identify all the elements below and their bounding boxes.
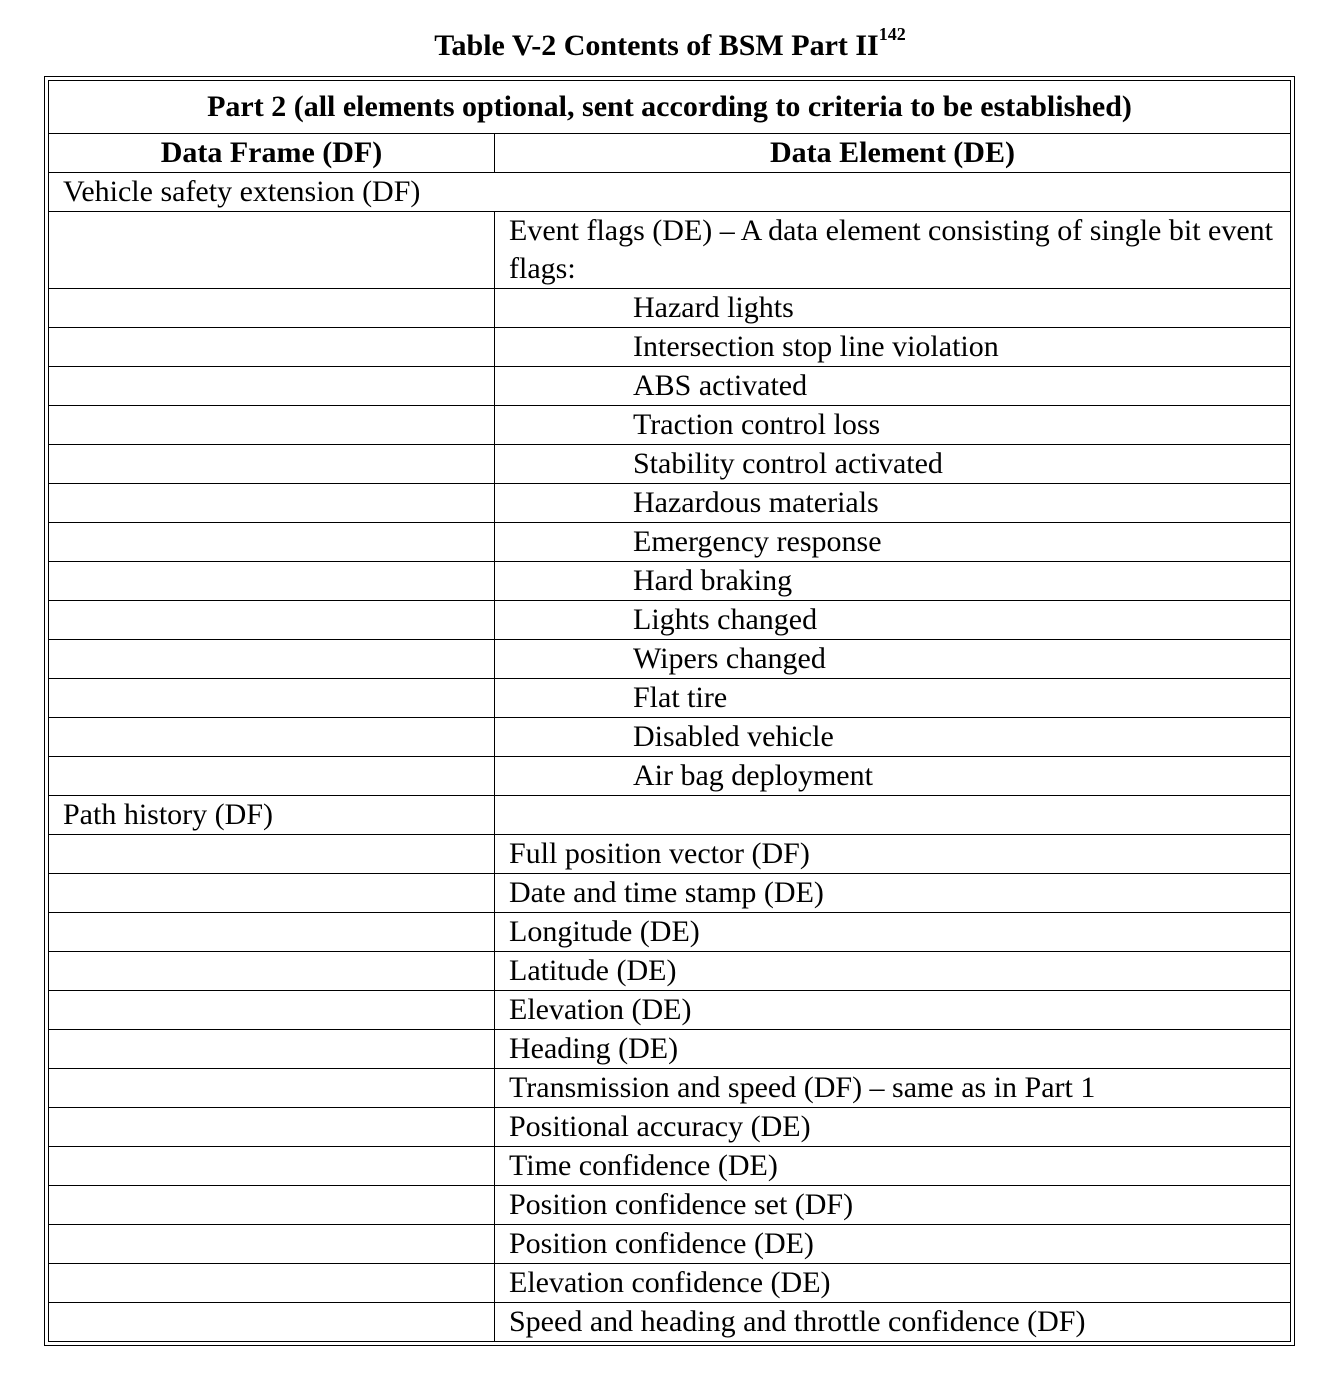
data-element-cell [495,796,1291,835]
data-element-cell: Traction control loss [495,406,1291,445]
column-header-data-element: Data Element (DE) [495,134,1291,173]
table-row [49,1147,1291,1186]
data-element-cell: Positional accuracy (DE) [495,1108,1291,1147]
data-element-cell: ABS activated [495,367,1291,406]
column-header-data-frame: Data Frame (DF) [49,134,495,173]
data-frame-cell: Vehicle safety extension (DF) [49,173,1291,212]
data-frame-cell [49,679,495,718]
table-row [49,796,1291,835]
data-element-cell: Hazard lights [495,289,1291,328]
column-header-row [49,134,1291,173]
table-row [49,212,1291,289]
data-frame-cell [49,1069,495,1108]
table-row [49,173,1291,212]
data-frame-cell [49,835,495,874]
data-frame-cell [49,757,495,796]
footnote-marker[interactable]: 142 [878,24,906,44]
data-element-cell: Heading (DE) [495,1030,1291,1069]
data-frame-cell [49,406,495,445]
table-row [49,601,1291,640]
data-element-cell: Flat tire [495,679,1291,718]
data-element-cell: Hazardous materials [495,484,1291,523]
data-element-cell: Latitude (DE) [495,952,1291,991]
data-frame-cell [49,445,495,484]
data-element-cell: Longitude (DE) [495,913,1291,952]
bsm-part2-table [48,80,1291,1342]
data-frame-cell [49,1030,495,1069]
data-element-cell: Lights changed [495,601,1291,640]
table-row [49,562,1291,601]
table-row [49,523,1291,562]
table-row [49,718,1291,757]
data-element-cell: Speed and heading and throttle confidence (DF) [495,1303,1291,1342]
data-element-cell: Position confidence (DE) [495,1225,1291,1264]
table-row [49,484,1291,523]
data-frame-cell [49,562,495,601]
table-row [49,991,1291,1030]
data-frame-cell [49,640,495,679]
table-row [49,835,1291,874]
table-row [49,1225,1291,1264]
data-element-cell: Date and time stamp (DE) [495,874,1291,913]
table-row [49,1108,1291,1147]
table-caption [0,18,1320,66]
caption-text: Table V-2 Contents of BSM Part II [434,29,879,62]
table-row [49,679,1291,718]
table-row [49,640,1291,679]
data-frame-cell [49,289,495,328]
data-frame-cell [49,328,495,367]
table-row [49,913,1291,952]
data-frame-cell [49,1303,495,1342]
table-row [49,1069,1291,1108]
data-element-cell: Intersection stop line violation [495,328,1291,367]
data-frame-cell [49,874,495,913]
data-frame-cell [49,1225,495,1264]
data-frame-cell [49,952,495,991]
data-frame-cell [49,913,495,952]
bsm-part2-table-frame [44,76,1295,1346]
part-header-cell: Part 2 (all elements optional, sent according to criteria to be established) [49,81,1291,134]
table-row [49,1303,1291,1342]
data-element-cell: Wipers changed [495,640,1291,679]
data-frame-cell [49,1147,495,1186]
data-element-cell: Full position vector (DF) [495,835,1291,874]
data-frame-cell [49,1108,495,1147]
data-element-cell: Hard braking [495,562,1291,601]
data-element-cell: Emergency response [495,523,1291,562]
data-frame-cell [49,367,495,406]
table-row [49,1264,1291,1303]
table-row [49,406,1291,445]
table-row [49,328,1291,367]
table-row [49,757,1291,796]
data-element-cell: Event flags (DE) – A data element consisting of single bit event flags: [495,212,1291,289]
table-row [49,952,1291,991]
table-row [49,367,1291,406]
data-element-cell: Elevation confidence (DE) [495,1264,1291,1303]
data-frame-cell [49,601,495,640]
table-row [49,1030,1291,1069]
table-row [49,445,1291,484]
table-row [49,289,1291,328]
part-header-row [49,81,1291,134]
data-frame-cell [49,991,495,1030]
data-element-cell: Time confidence (DE) [495,1147,1291,1186]
data-frame-cell: Path history (DF) [49,796,495,835]
data-frame-cell [49,212,495,289]
data-frame-cell [49,484,495,523]
data-element-cell: Stability control activated [495,445,1291,484]
table-row [49,874,1291,913]
data-element-cell: Transmission and speed (DF) – same as in Part 1 [495,1069,1291,1108]
data-frame-cell [49,523,495,562]
data-element-cell: Position confidence set (DF) [495,1186,1291,1225]
data-element-cell: Disabled vehicle [495,718,1291,757]
data-element-cell: Elevation (DE) [495,991,1291,1030]
data-frame-cell [49,1186,495,1225]
table-row [49,1186,1291,1225]
data-frame-cell [49,1264,495,1303]
data-frame-cell [49,718,495,757]
data-element-cell: Air bag deployment [495,757,1291,796]
